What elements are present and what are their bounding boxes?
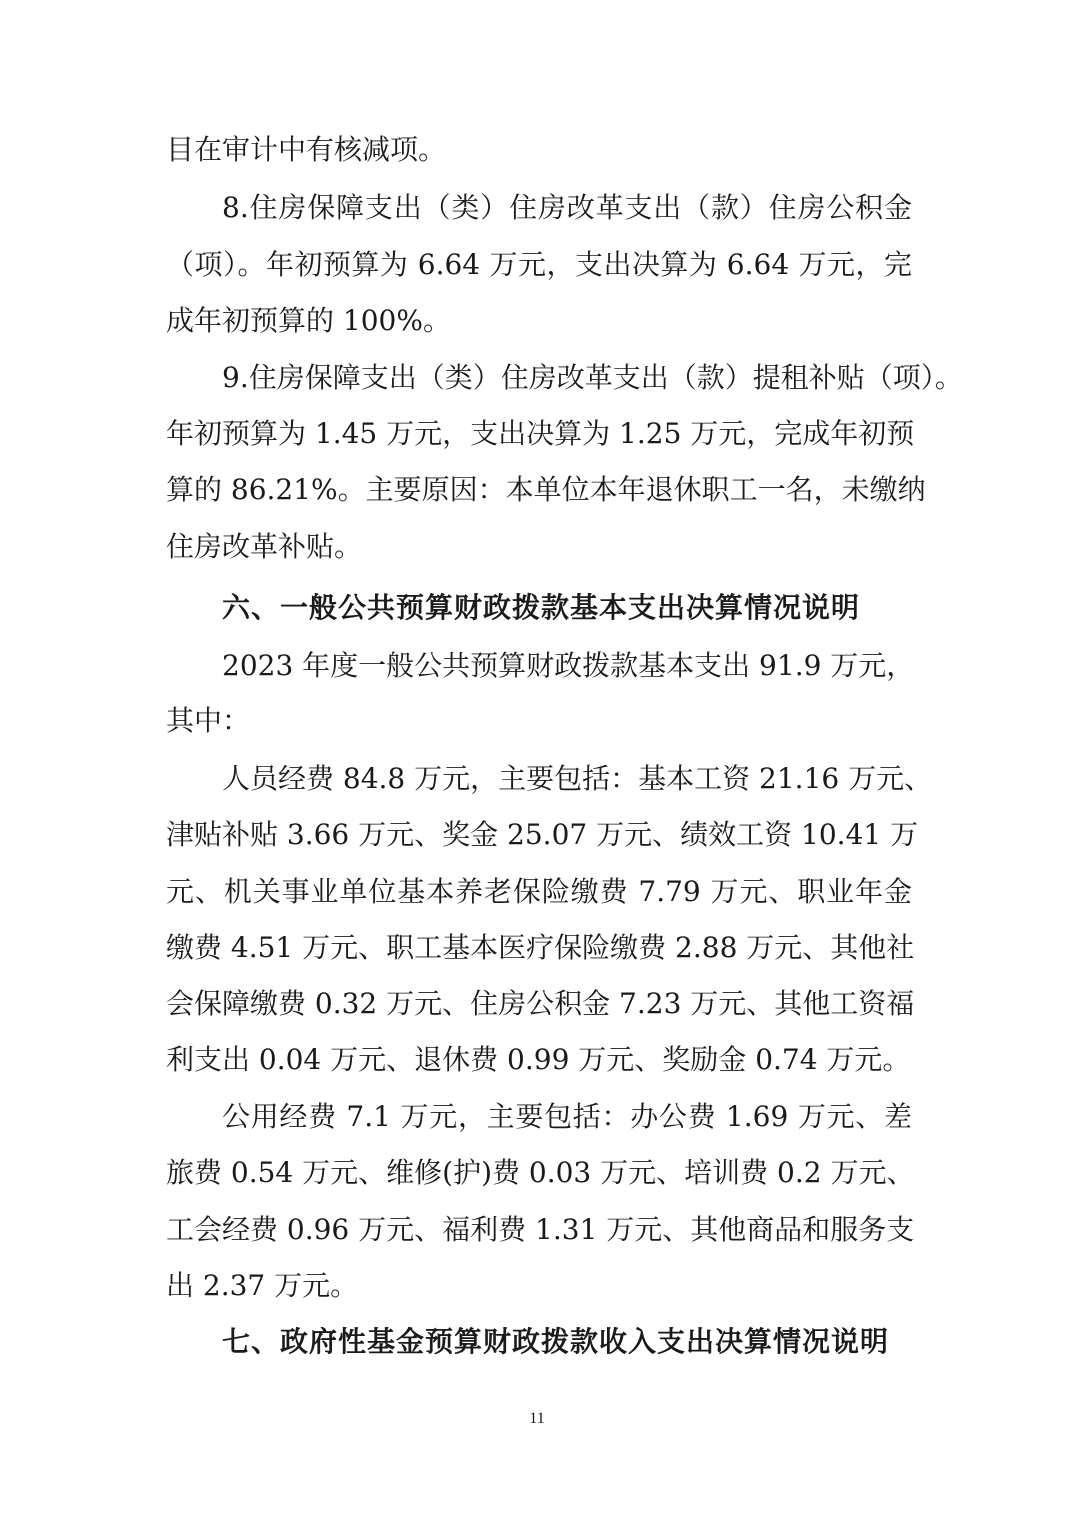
section-heading-7: 七、政府性基金预算财政拨款收入支出决算情况说明 — [222, 1325, 890, 1358]
paragraph-line: 公用经费 7.1 万元，主要包括：办公费 1.69 万元、差 — [222, 1100, 912, 1133]
paragraph-line: 年初预算为 1.45 万元，支出决算为 1.25 万元，完成年初预 — [166, 417, 915, 450]
paragraph-line: 其中： — [166, 704, 251, 737]
paragraph-line: 2023 年度一般公共预算财政拨款基本支出 91.9 万元， — [222, 649, 915, 682]
paragraph-line: 成年初预算的 100%。 — [166, 304, 451, 337]
paragraph-line: 住房改革补贴。 — [166, 530, 363, 563]
paragraph-line: 会保障缴费 0.32 万元、住房公积金 7.23 万元、其他工资福 — [166, 987, 915, 1020]
section-heading-6: 六、一般公共预算财政拨款基本支出决算情况说明 — [222, 591, 861, 624]
paragraph-line: 算的 86.21%。主要原因：本单位本年退休职工一名，未缴纳 — [166, 473, 926, 506]
paragraph-line: 目在审计中有核减项。 — [166, 133, 447, 166]
paragraph-line: 旅费 0.54 万元、维修(护)费 0.03 万元、培训费 0.2 万元、 — [166, 1156, 915, 1189]
paragraph-line: 缴费 4.51 万元、职工基本医疗保险缴费 2.88 万元、其他社 — [166, 931, 915, 964]
paragraph-line: 元、机关事业单位基本养老保险缴费 7.79 万元、职业年金 — [166, 875, 912, 908]
paragraph-line: 9.住房保障支出（类）住房改革支出（款）提租补贴（项）。 — [222, 361, 963, 394]
paragraph-line: 津贴补贴 3.66 万元、奖金 25.07 万元、绩效工资 10.41 万 — [166, 818, 919, 851]
paragraph-line: 出 2.37 万元。 — [166, 1269, 359, 1302]
paragraph-line: 8.住房保障支出（类）住房改革支出（款）住房公积金 — [222, 191, 912, 224]
page-number: 11 — [529, 1410, 545, 1427]
paragraph-line: 利支出 0.04 万元、退休费 0.99 万元、奖励金 0.74 万元。 — [166, 1043, 911, 1076]
paragraph-line: （项）。年初预算为 6.64 万元，支出决算为 6.64 万元，完 — [166, 248, 912, 281]
paragraph-line: 工会经费 0.96 万元、福利费 1.31 万元、其他商品和服务支 — [166, 1213, 915, 1246]
paragraph-line: 人员经费 84.8 万元，主要包括：基本工资 21.16 万元、 — [222, 762, 933, 795]
